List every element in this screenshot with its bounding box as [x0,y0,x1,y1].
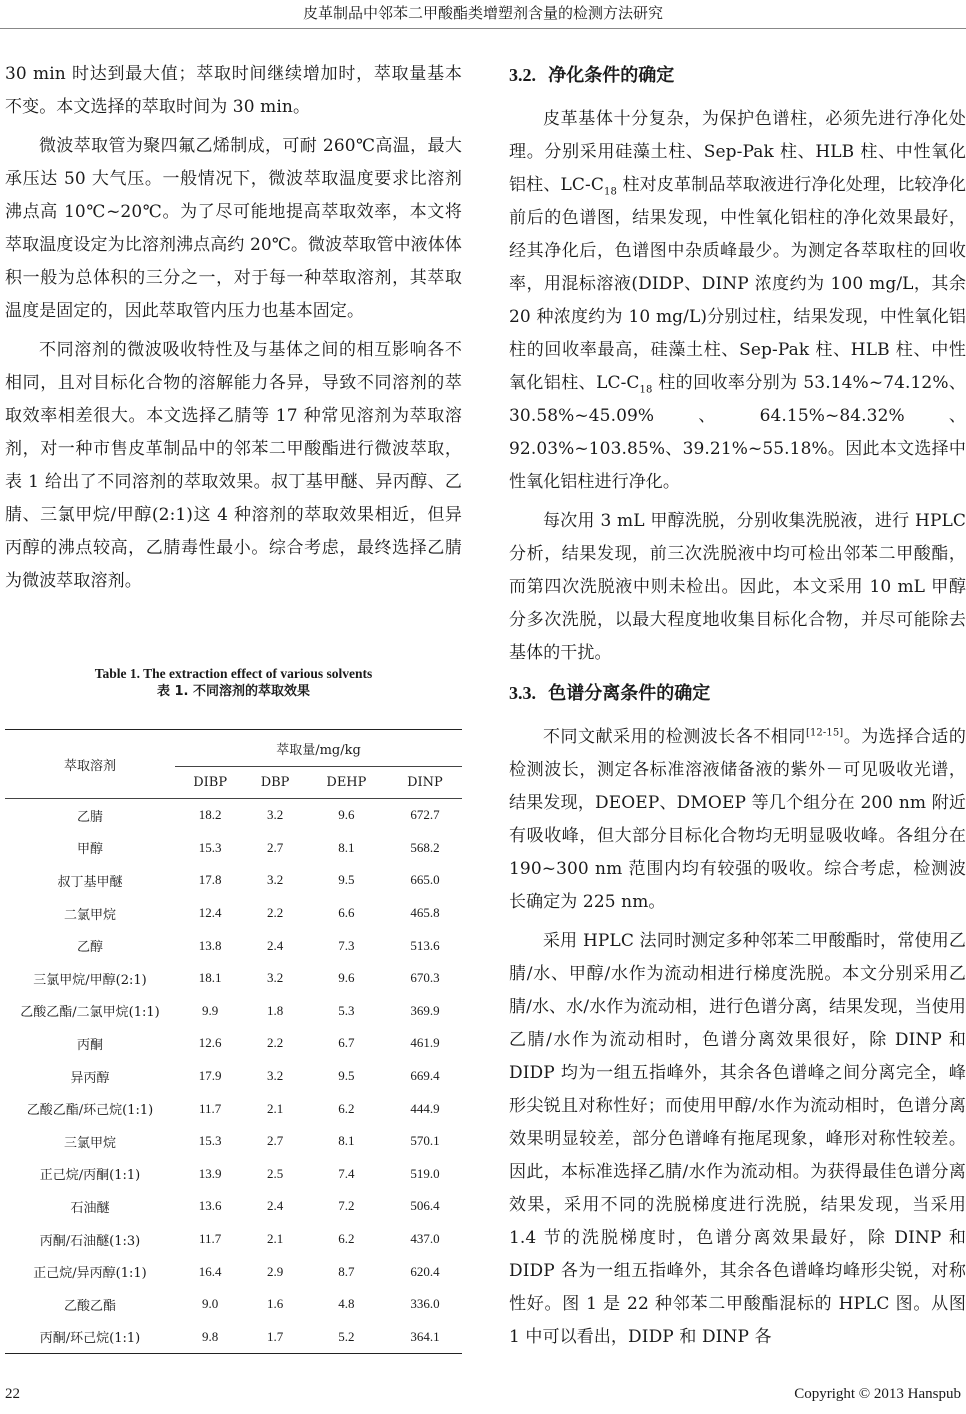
table-cell-value: 11.7 [198,1100,222,1116]
paragraph: 每次用 3 mL 甲醇洗脱，分别收集洗脱液，进行 HPLC 分析，结果发现，前三次洗脱液中均可检出邻苯二甲酸酯，而第四次洗脱液中则未检出。因此，本文采用 10 mL 甲醇分多次洗脱，以最大程度地收集目标化合物，并尽可能除去基体的干扰。 [509,511,966,663]
section-heading-3-3 [509,676,966,711]
table-row [5,799,462,832]
table-cell-value: 2.2 [266,1035,284,1051]
table-cell-value: 570.1 [410,1133,440,1149]
table-cell-solvent: 三氯甲烷/甲醇(2:1) [33,972,147,988]
table-cell-value: 13.6 [198,1198,222,1214]
table-cell-value: 9.8 [202,1328,219,1344]
table-row [5,1125,462,1158]
table-1 [5,665,462,1354]
table-cell-value: 568.2 [410,839,440,855]
paragraph: 30 min 时达到最大值；萃取时间继续增加时，萃取量基本不变。本文选择的萃取时间为 30 min。 [5,64,462,117]
table-cell-value: 6.6 [338,905,355,921]
table-row [5,1223,462,1256]
table-cell-value: 1.8 [266,1002,284,1018]
header-col-dinp: DINP [407,775,443,790]
table-cell-value: 2.4 [266,937,284,953]
table-cell-value: 669.4 [410,1068,440,1084]
table-cell-value: 18.2 [198,807,222,823]
table-row [5,1060,462,1093]
table-row [5,995,462,1028]
table-cell-value: 12.4 [198,905,222,921]
table-cell-value: 5.2 [338,1328,355,1344]
table-cell-value: 16.4 [198,1263,222,1279]
table-cell-value: 2.5 [266,1165,284,1181]
table-cell-value: 4.8 [338,1296,355,1312]
left-column [5,58,462,604]
table-cell-value: 519.0 [410,1165,440,1181]
table-cell-value: 9.6 [338,970,355,986]
citation: [12-15] [805,727,844,739]
table-cell-value: 672.7 [410,807,440,823]
table-cell-value: 665.0 [410,872,440,888]
table-cell-solvent: 石油醚 [70,1200,110,1216]
table-cell-value: 7.4 [338,1165,355,1181]
table-cell-value: 364.1 [410,1328,440,1344]
header-col-dehp: DEHP [326,775,367,790]
table-cell-value: 369.9 [410,1002,440,1018]
section-heading-3-2 [509,58,966,93]
table-row [5,864,462,897]
paragraph: 皮革基体十分复杂，为保护色谱柱，必须先进行净化处理。分别采用硅藻土柱、Sep-Pak 柱、HLB 柱、中性氧化铝柱、$LC-C_{18}$ 柱对皮革制品萃取液进行净化处理，比较净化前后的色谱图，结果发现，中性氧化铝柱的净化效果最好，经其净化后，色谱图中杂质峰最少。为测定各萃取柱的回收率，用混标溶液(DIDP、DINP 浓度约为 100 mg/L，其余 20 种浓度约为 10 mg/L)分别过柱，结果发现，中性氧化铝柱的回收率最高，硅藻土柱、Sep-Pak 柱、HLB 柱、中性氧化铝柱、$LC-C_{18}$ 柱的回收率分别为 53.14%~74.12%、30.58%~45.09%、64.15%~84.32%、92.03%~103.85%、39.21%~55.18%。因此本文选择中性氧化铝柱进行净化。 [509,109,966,492]
solvent-table [5,729,462,1354]
table-cell-solvent: 丙酮/石油醚(1:3) [39,1233,141,1249]
table-cell-value: 620.4 [410,1263,440,1279]
table-caption-zh: 表 1. 不同溶剂的萃取效果 [156,684,311,699]
table-cell-value: 9.6 [338,807,355,823]
table-cell-value: 670.3 [410,970,440,986]
table-cell-solvent: 乙酸乙酯 [63,1298,116,1314]
table-row [5,897,462,930]
table-cell-value: 9.0 [202,1296,219,1312]
table-row [5,1255,462,1288]
table-row [5,1321,462,1354]
table-cell-value: 9.5 [338,872,355,888]
table-row [5,1288,462,1321]
table-row [5,832,462,865]
table-cell-value: 2.7 [266,1133,284,1149]
table-row [5,929,462,962]
paragraph: 采用 HPLC 法同时测定多种邻苯二甲酸酯时，常使用乙腈/水、甲醇/水作为流动相进行梯度洗脱。本文分别采用乙腈/水、水/水作为流动相，进行色谱分离，结果发现，当使用乙腈/水作为流动相时，色谱分离效果很好，除 DINP 和 DIDP 均为一组五指峰外，其余各色谱峰之间分离完全，峰形尖锐且对称性好；而使用甲醇/水作为流动相时，色谱分离效果明显较差，部分色谱峰有拖尾现象，峰形对称性较差。因此，本标准选择乙腈/水作为流动相。为获得最佳色谱分离效果，采用不同的洗脱梯度进行洗脱，结果发现，当采用 1.4 节的洗脱梯度时，色谱分离效果最好，除 DINP 和 DIDP 各为一组五指峰外，其余各色谱峰均峰形尖锐，对称性好。图 1 是 22 种邻苯二甲酸酯混标的 HPLC 图。从图 1 中可以看出，DIDP 和 DINP 各 [509,931,966,1347]
table-cell-value: 9.9 [202,1002,219,1018]
table-cell-value: 3.2 [266,807,284,823]
table-cell-value: 7.2 [338,1198,355,1214]
table-cell-value: 461.9 [410,1035,440,1051]
right-column [509,58,966,1360]
table-cell-value: 2.7 [266,839,284,855]
table-row [5,1190,462,1223]
table-cell-value: 12.6 [198,1035,222,1051]
header-col-dbp: DBP [260,775,290,790]
table-cell-solvent: 乙醇 [76,940,103,956]
table-cell-solvent: 正己烷/丙酮(1:1) [39,1168,141,1184]
table-cell-value: 8.7 [338,1263,355,1279]
header-col-dibp: DIBP [193,775,228,790]
copyright: Copyright © 2013 Hanspub [794,1386,961,1402]
section-title: 净化条件的确定 [548,65,675,86]
table-cell-value: 465.8 [410,905,440,921]
table-cell-solvent: 异丙醇 [70,1070,110,1086]
table-cell-value: 2.4 [266,1198,284,1214]
table-row [5,1027,462,1060]
section-number: 3.3. [509,683,536,703]
table-cell-value: 6.2 [338,1100,355,1116]
table-cell-value: 6.7 [338,1035,355,1051]
page-number: 22 [5,1386,20,1402]
table-cell-solvent: 乙酸乙酯/二氯甲烷(1:1) [20,1005,160,1021]
table-cell-value: 15.3 [198,1133,222,1149]
table-cell-solvent: 二氯甲烷 [63,907,116,923]
table-cell-solvent: 乙腈 [76,809,103,825]
table-body [5,799,462,1354]
table-cell-value: 13.9 [198,1165,222,1181]
table-caption-en: Table 1. The extraction effect of various solvents [94,666,373,681]
paragraph: 不同文献采用的检测波长各不相同[12-15]。为选择合适的检测波长，测定各标准溶液储备液的紫外－可见吸收光谱，结果发现，DEOEP、DMOEP 等几个组分在 200 nm 附近有吸收峰，但大部分目标化合物均无明显吸收峰。各组分在 190~300 nm 范围内均有较强的吸收。综合考虑，检测波长确定为 225 nm。 [509,727,966,912]
table-cell-value: 1.7 [266,1328,284,1344]
table-cell-solvent: 正己烷/异丙醇(1:1) [33,1266,147,1282]
table-cell-value: 17.9 [198,1068,222,1084]
table-cell-value: 8.1 [338,839,355,855]
paragraph: 微波萃取管为聚四氟乙烯制成，可耐 260℃高温，最大承压达 50 大气压。一般情况下，微波萃取温度要求比溶剂沸点高 10℃~20℃。为了尽可能地提高萃取效率，本文将萃取温度设定为比溶剂沸点高约 20℃。微波萃取管中液体体积一般为总体积的三分之一，对于每一种萃取溶剂，其萃取温度是固定的，因此萃取管内压力也基本固定。 [5,136,462,321]
table-cell-value: 506.4 [410,1198,440,1214]
table-cell-solvent: 叔丁基甲醚 [57,874,123,890]
table-cell-value: 2.1 [266,1231,284,1247]
table-cell-value: 6.2 [338,1231,355,1247]
table-cell-value: 11.7 [198,1231,222,1247]
table-cell-value: 9.5 [338,1068,355,1084]
table-cell-value: 437.0 [410,1231,440,1247]
header-amount: 萃取量/mg/kg [175,730,462,767]
table-row [5,962,462,995]
table-cell-solvent: 甲醇 [76,842,103,858]
table-cell-value: 2.9 [266,1263,284,1279]
paragraph: 不同溶剂的微波吸收特性及与基体之间的相互影响各不相同，且对目标化合物的溶解能力各异，导致不同溶剂的萃取效率相差很大。本文选择乙腈等 17 种常见溶剂为萃取溶剂，对一种市售皮革制品中的邻苯二甲酸酯进行微波萃取，表 1 给出了不同溶剂的萃取效果。叔丁基甲醚、异丙醇、乙腈、三氯甲烷/甲醇(2:1)这 4 种溶剂的萃取效果相近，但异丙醇的沸点较高，乙腈毒性最小。综合考虑，最终选择乙腈为微波萃取溶剂。 [5,340,462,591]
table-cell-value: 1.6 [266,1296,284,1312]
header-rule [0,28,966,29]
running-head: 皮革制品中邻苯二甲酸酯类增塑剂含量的检测方法研究 [302,4,663,22]
table-cell-solvent: 三氯甲烷 [63,1135,116,1151]
table-cell-value: 18.1 [198,970,222,986]
table-cell-value: 3.2 [266,872,284,888]
table-cell-value: 2.2 [266,905,284,921]
table-cell-value: 7.3 [338,937,355,953]
table-cell-solvent: 丙酮/环己烷(1:1) [39,1331,141,1347]
table-row [5,1092,462,1125]
section-title: 色谱分离条件的确定 [548,683,711,704]
table-cell-value: 3.2 [266,1068,284,1084]
table-cell-value: 5.3 [338,1002,355,1018]
section-number: 3.2. [509,65,536,85]
table-cell-solvent: 乙酸乙酯/环己烷(1:1) [26,1103,154,1119]
table-cell-value: 8.1 [338,1133,355,1149]
table-cell-value: 15.3 [198,839,222,855]
table-cell-value: 2.1 [266,1100,284,1116]
table-cell-value: 513.6 [410,937,440,953]
header-solvent: 萃取溶剂 [63,758,116,774]
table-cell-value: 336.0 [410,1296,440,1312]
table-cell-value: 17.8 [198,872,222,888]
table-cell-value: 13.8 [198,937,222,953]
table-cell-solvent: 丙酮 [76,1037,103,1053]
table-cell-value: 3.2 [266,970,284,986]
table-cell-value: 444.9 [410,1100,440,1116]
table-row [5,1158,462,1191]
